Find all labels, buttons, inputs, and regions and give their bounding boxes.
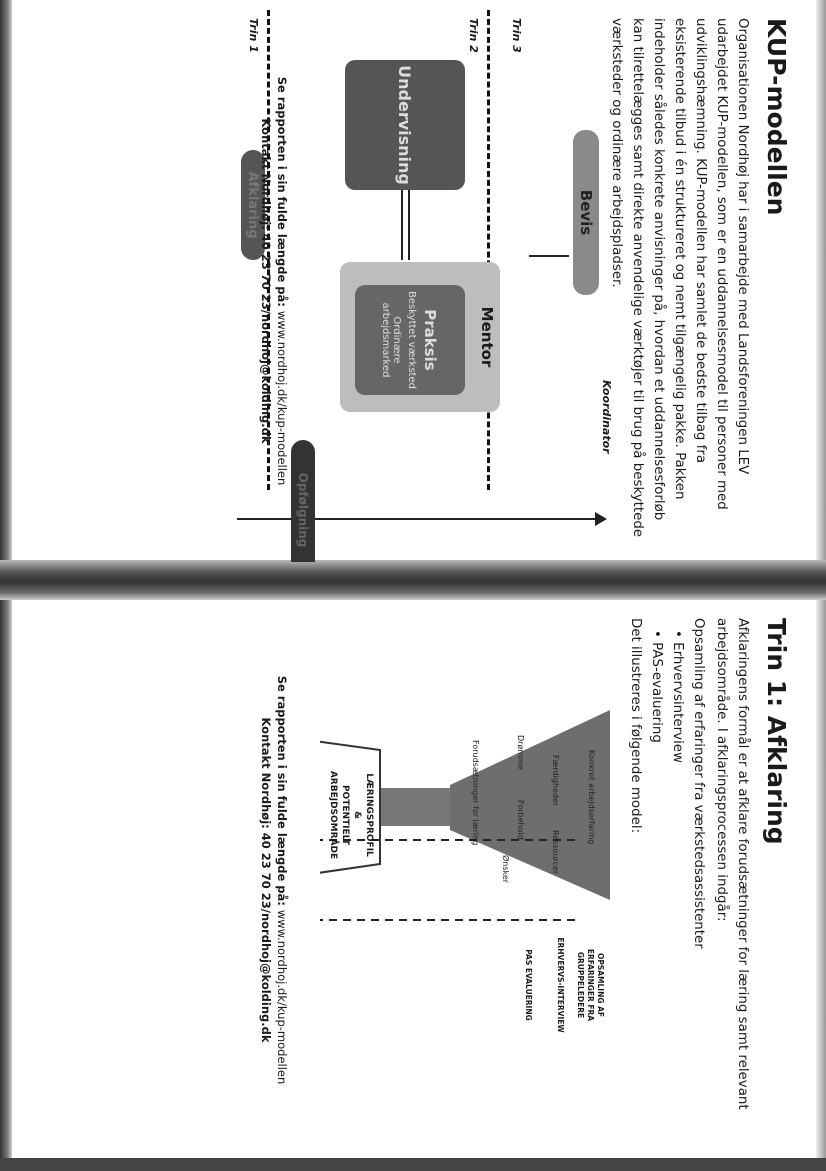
trin1-title: Trin 1: Afklaring [762,618,791,845]
kup-model-panel [0,0,826,562]
dash-line-trin3 [487,10,490,490]
funnel-droemme: Drømme [516,735,525,770]
trin1-list-item: • PAS-evaluering [649,630,664,743]
footer-lead: Se rapporten i sin fulde længde på: [275,675,289,906]
list-item-erhvervsinterview: Erhvervsinterview [670,642,685,763]
funnel-konkret: Konkret arbejdserfaring [587,750,596,845]
profile-text [327,760,375,870]
trin1-list-heading: Opsamling af erfaringer fra værkstedsassistenter [691,618,706,949]
trin1-rotated-content [15,600,795,1160]
funnel-svg [320,600,620,1160]
footer-contact: Kontakt Nordhøj: 40 23 70 23/nordhoj@kolding.dk [259,118,273,444]
funnel-faerdigheder: Færdigheder [551,755,560,807]
bevis-arrow-line [529,255,569,257]
footer [258,0,290,562]
praksis-label: Praksis [421,309,440,371]
footer-url[interactable]: www.nordhoj.dk/kup-modellen [275,909,289,1085]
trin1-outro: Det illustreres i følgende model: [628,618,643,834]
trin3-label: Trin 3 [510,18,523,53]
profile-potentielt: POTENTIELT [340,784,350,846]
opfoelgning-box: Opfølgning [291,440,315,562]
profile-and: & [352,811,362,819]
kup-rotated-content [15,0,795,562]
footer-contact: Kontakt Nordhøj: 40 23 70 23/nordhoj@kolding.dk [259,717,273,1043]
trin1-intro: Afklaringens formål er at afklare forudsætninger for læring samt relevant arbejdsområde. I afklaringsprocessen indgår: [714,618,750,1110]
afklaring-box: Afklaring [241,150,265,260]
list-item-pas: PAS-evaluering [649,642,664,743]
funnel-oensker: Ønsker [501,855,510,884]
trin1-list-item: • Erhvervsinterview [670,630,685,763]
trin2-label: Trin 2 [467,18,480,53]
legend-erhvervs: ERHVERVS-INTERVIEW [556,937,565,1033]
funnel-ressourcer: Ressourcer [551,830,560,875]
footer-url[interactable]: www.nordhoj.dk/kup-modellen [275,310,289,486]
funnel-diagram [320,600,620,1160]
mentor-label: Mentor [478,306,496,368]
intro-paragraph: Organisationen Nordhøj har i samarbejde med Landsforeningen LEV udarbejdet KUP-modellen, som er en uddannelsesmodel til personer med udviklingshæmning. KUP-modellen har samlet de bedste tilbag fra eksisterende tilbud i én struktureret og nemt tilgængelig pakke. Pakken indeholder således konkrete anvisninger på, hvordan et uddannelsesforløb kan tilrettelægges samt direkte anvendelige værktøjer til brug på beskyttede værksteder og ordinære arbejdspladser. [609,18,750,538]
funnel-forudsaetninger: Forudsætninger for læring [471,740,480,846]
funnel-forbehold: Forbehold [516,800,525,840]
beskyttet-label: Beskyttet værksted [406,291,418,389]
koordinator-label: Koordinator [600,380,613,454]
trin1-panel [0,600,826,1160]
trin1-label: Trin 1 [247,18,260,53]
ordinaere-label: Ordinære arbejdsmarked [380,302,403,378]
axis-arrow-icon [595,512,607,526]
undervisning-box: Undervisning [345,60,465,190]
legend-pas: PAS EVALUERING [524,949,533,1021]
bevis-box: Bevis [573,130,599,295]
legend-opsamling: OPSAMLING AF ERFARINGER FRA GRUPPELEDERE [576,948,605,1022]
double-arrow-bottom [401,190,403,260]
page-fold [0,560,826,600]
double-arrow-top [408,190,410,260]
page-title: KUP-modellen [762,18,791,216]
profile-laeringsprofil: LÆRINGSPROFIL [364,773,374,857]
profile-arbejdsomraade: ARBEJDSOMRÅDE [328,770,338,860]
footer-lead: Se rapporten i sin fulde længde på: [275,76,289,307]
praksis-box [355,285,465,395]
funnel-neck [380,788,450,826]
footer [258,600,290,1160]
